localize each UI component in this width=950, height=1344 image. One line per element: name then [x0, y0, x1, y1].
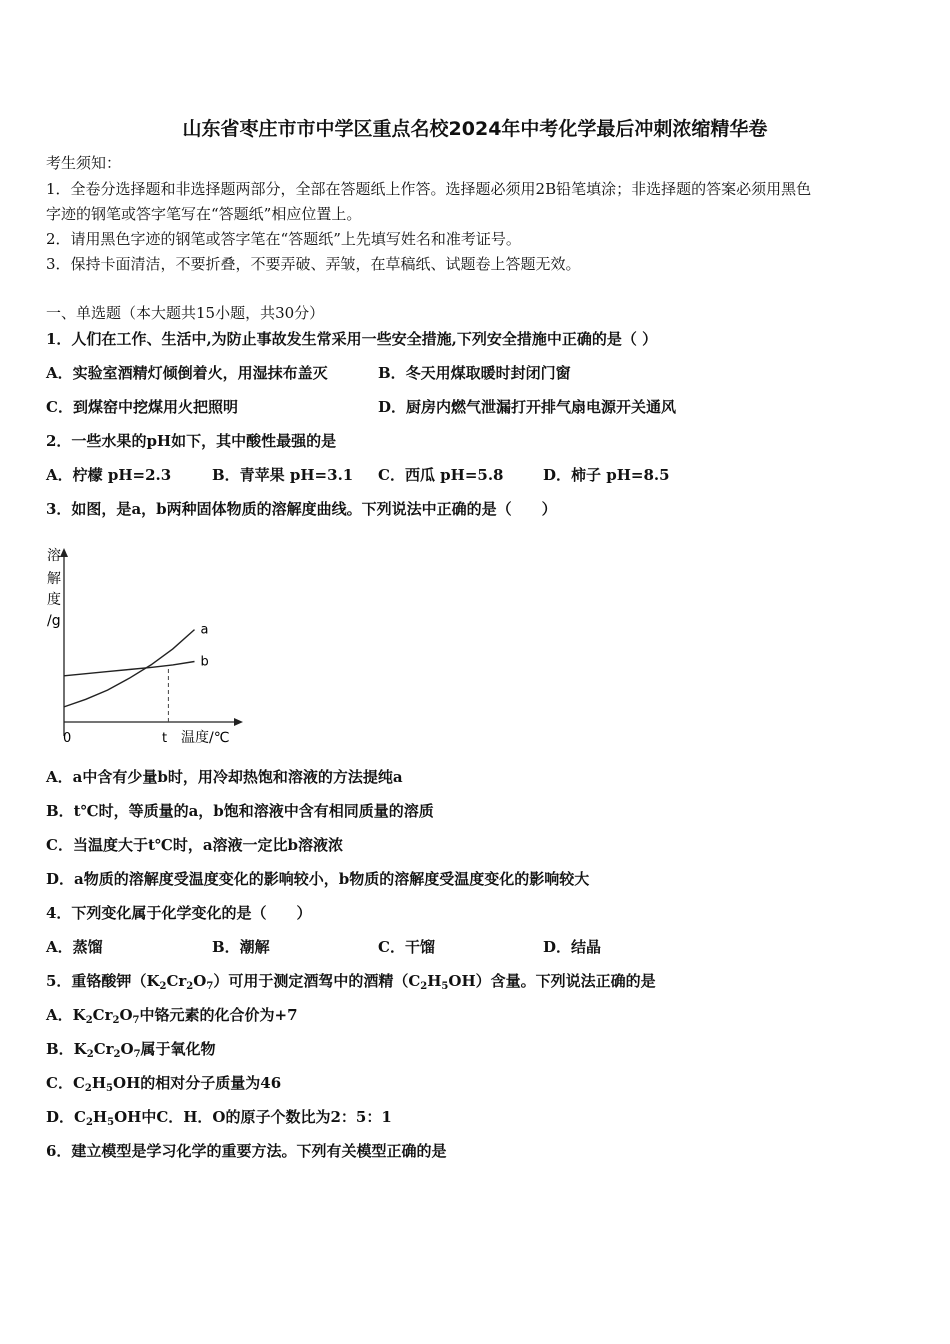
q5-option-a: A．$K_2Cr_2O_7$中铬元素的化合价为+7: [46, 1006, 298, 1026]
y-axis-arrow: [60, 548, 68, 557]
q5-option-d: D．$C_2H_5OH$中C．H．O的原子个数比为2：5：1: [46, 1108, 392, 1128]
notice-heading: 考生须知：: [46, 154, 122, 172]
notice-item: 字迹的钢笔或答字笔写在“答题纸”相应位置上。: [46, 205, 362, 223]
q1-option-d: D．厨房内燃气泄漏打开排气扇电源开关通风: [378, 398, 677, 416]
q5-option-b: B．$K_2Cr_2O_7$属于氧化物: [46, 1040, 216, 1060]
q3-option-d: D．a物质的溶解度受温度变化的影响较小，b物质的溶解度受温度变化的影响较大: [46, 870, 590, 888]
origin-label: 0: [63, 731, 72, 746]
curve-a-label: a: [200, 622, 209, 638]
q4-option-c: C．干馏: [378, 938, 435, 956]
q2-option-b: B．青苹果 pH=3.1: [212, 466, 354, 484]
q5-option-c: C．$C_2H_5OH$的相对分子质量为46: [46, 1074, 282, 1094]
y-label-char: 度: [47, 592, 61, 608]
q4-option-b: B．潮解: [212, 938, 270, 956]
y-label-char: /g: [47, 613, 61, 629]
q2-option-c: C．西瓜 pH=5.8: [378, 466, 504, 484]
page-title: 山东省枣庄市市中学区重点名校2024年中考化学最后冲刺浓缩精华卷: [182, 118, 768, 140]
notice-item: 3．保持卡面清洁，不要折叠，不要弄破、弄皱，在草稿纸、试题卷上答题无效。: [46, 255, 581, 273]
y-label-char: 溶: [47, 548, 61, 564]
question-3-stem: 3．如图，是a，b两种固体物质的溶解度曲线。下列说法中正确的是（ ）: [46, 500, 557, 518]
q3-option-a: A．a中含有少量b时，用冷却热饱和溶液的方法提纯a: [46, 768, 403, 786]
notice-item: 2．请用黑色字迹的钢笔或答字笔在“答题纸”上先填写姓名和准考证号。: [46, 230, 521, 248]
notice-item: 1．全卷分选择题和非选择题两部分，全部在答题纸上作答。选择题必须用2B铅笔填涂；非选择题的答案必须用黑色: [46, 180, 812, 198]
q1-option-c: C．到煤窑中挖煤用火把照明: [46, 398, 238, 416]
section-heading: 一、单选题（本大题共15小题，共30分）: [46, 304, 325, 322]
q2-option-d: D．柿子 pH=8.5: [543, 466, 670, 484]
question-4-stem: 4．下列变化属于化学变化的是（ ）: [46, 904, 312, 922]
q1-option-a: A．实验室酒精灯倾倒着火，用湿抹布盖灭: [46, 364, 328, 382]
q3-option-b: B．t℃时，等质量的a，b饱和溶液中含有相同质量的溶质: [46, 802, 434, 820]
x-axis-arrow: [234, 718, 243, 726]
curve-a: [64, 630, 195, 707]
question-1-stem: 1．人们在工作、生活中,为防止事故发生常采用一些安全措施,下列安全措施中正确的是（ ）: [46, 330, 658, 348]
q4-option-a: A．蒸馏: [46, 938, 103, 956]
question-5-stem: 5．重铬酸钾$(K_2Cr_2O_7)$可用于测定酒驾中的酒精$(C_2H_5OH)$含量。下列说法正确的是: [46, 972, 656, 992]
q1-option-b: B．冬天用煤取暖时封闭门窗: [378, 364, 571, 382]
question-6-stem: 6．建立模型是学习化学的重要方法。下列有关模型正确的是: [46, 1142, 447, 1160]
y-label-char: 解: [47, 571, 61, 587]
question-2-stem: 2．一些水果的pH如下，其中酸性最强的是: [46, 432, 337, 450]
curve-b-label: b: [200, 654, 209, 670]
q2-option-a: A．柠檬 pH=2.3: [46, 466, 172, 484]
solubility-chart: [40, 540, 250, 750]
q4-option-d: D．结晶: [543, 938, 602, 956]
x-axis-label: 温度/℃: [181, 730, 230, 746]
t-tick-label: t: [162, 731, 168, 746]
curve-b: [64, 662, 195, 676]
q3-option-c: C．当温度大于t℃时，a溶液一定比b溶液浓: [46, 836, 344, 854]
